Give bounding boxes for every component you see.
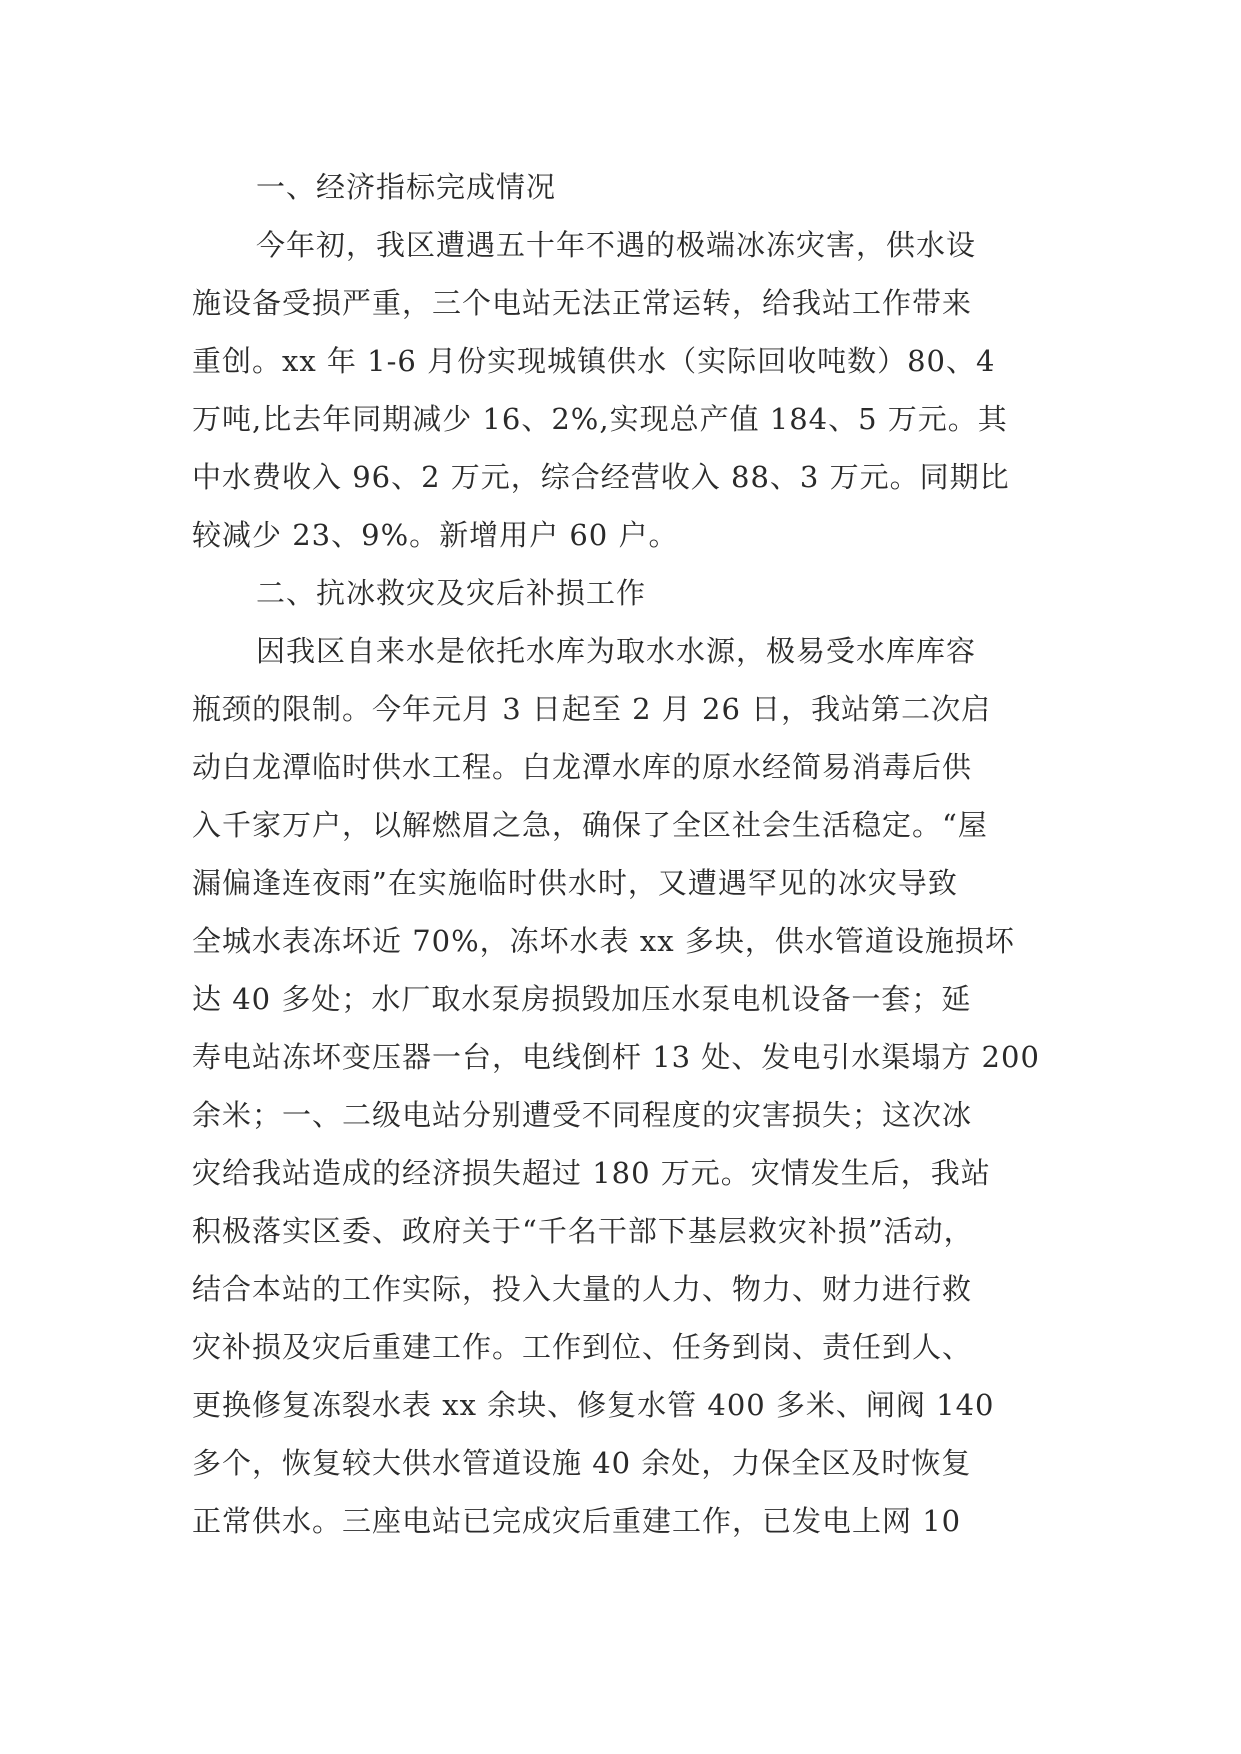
section-heading-economic-indicators: 一、经济指标完成情况 bbox=[256, 170, 557, 204]
paragraph-line: 今年初，我区遭遇五十年不遇的极端冰冻灾害，供水设 bbox=[256, 228, 977, 262]
paragraph-line: 灾给我站造成的经济损失超过 180 万元。灾情发生后，我站 bbox=[192, 1156, 991, 1190]
document-body bbox=[192, 158, 1072, 1550]
paragraph-line: 积极落实区委、政府关于“千名干部下基层救灾补损”活动， bbox=[192, 1214, 974, 1248]
paragraph-line: 余米；一、二级电站分别遭受不同程度的灾害损失；这次冰 bbox=[192, 1098, 973, 1132]
paragraph-line: 中水费收入 96、2 万元，综合经营收入 88、3 万元。同期比 bbox=[192, 460, 1010, 494]
paragraph-line: 更换修复冻裂水表 xx 余块、修复水管 400 多米、闸阀 140 bbox=[192, 1388, 995, 1422]
section-heading-disaster-relief: 二、抗冰救灾及灾后补损工作 bbox=[256, 576, 647, 610]
paragraph-line: 灾补损及灾后重建工作。工作到位、任务到岗、责任到人、 bbox=[192, 1330, 973, 1364]
paragraph-line: 瓶颈的限制。今年元月 3 日起至 2 月 26 日，我站第二次启 bbox=[192, 692, 992, 726]
paragraph-line: 寿电站冻坏变压器一台，电线倒杆 13 处、发电引水渠塌方 200 bbox=[192, 1040, 1040, 1074]
paragraph-line: 较减少 23、9%。新增用户 60 户。 bbox=[192, 518, 679, 552]
paragraph-line: 动白龙潭临时供水工程。白龙潭水库的原水经简易消毒后供 bbox=[192, 750, 973, 784]
paragraph-line: 入千家万户，以解燃眉之急，确保了全区社会生活稳定。“屋 bbox=[192, 808, 988, 842]
paragraph-line: 全城水表冻坏近 70%，冻坏水表 xx 多块，供水管道设施损坏 bbox=[192, 924, 1015, 958]
paragraph-line: 万吨,比去年同期减少 16、2%,实现总产值 184、5 万元。其 bbox=[192, 402, 1008, 436]
paragraph-line: 漏偏逢连夜雨”在实施临时供水时，又遭遇罕见的冰灾导致 bbox=[192, 866, 958, 900]
paragraph-line: 施设备受损严重，三个电站无法正常运转，给我站工作带来 bbox=[192, 286, 973, 320]
paragraph-line: 重创。xx 年 1-6 月份实现城镇供水（实际回收吨数）80、4 bbox=[192, 344, 996, 378]
paragraph-line: 正常供水。三座电站已完成灾后重建工作，已发电上网 10 bbox=[192, 1504, 962, 1538]
paragraph-line: 达 40 多处；水厂取水泵房损毁加压水泵电机设备一套；延 bbox=[192, 982, 972, 1016]
paragraph-line: 多个，恢复较大供水管道设施 40 余处，力保全区及时恢复 bbox=[192, 1446, 972, 1480]
paragraph-line: 结合本站的工作实际，投入大量的人力、物力、财力进行救 bbox=[192, 1272, 973, 1306]
paragraph-line: 因我区自来水是依托水库为取水水源，极易受水库库容 bbox=[256, 634, 977, 668]
